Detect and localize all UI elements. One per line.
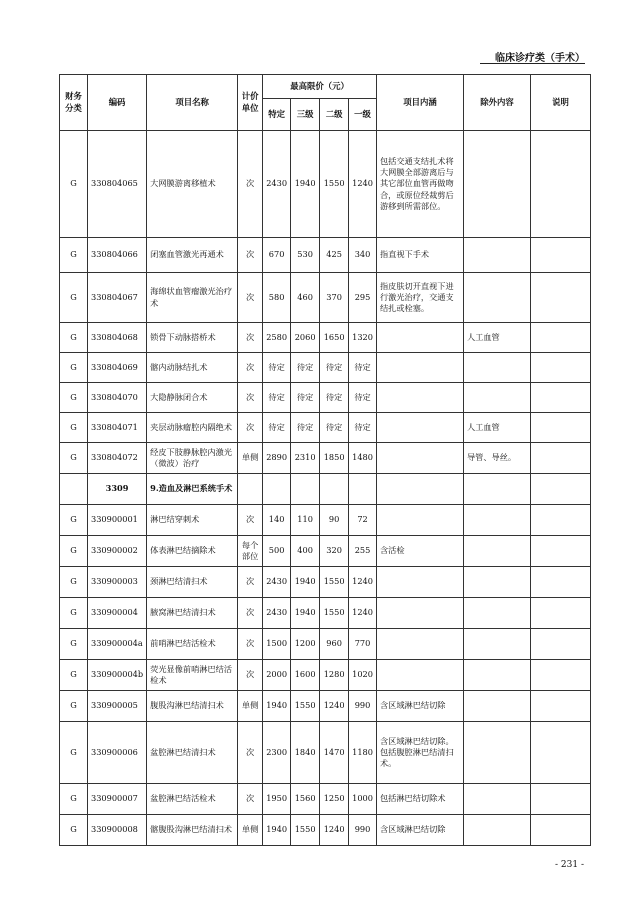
col-name: 项目名称 [147, 75, 238, 131]
row-price-level2: 960 [320, 629, 349, 660]
table-row [60, 536, 591, 567]
row-notes [530, 660, 590, 691]
row-excluded [463, 629, 530, 660]
row-price-level2: 待定 [320, 383, 349, 413]
row-code: 3309 [88, 474, 147, 505]
row-price-level2: 待定 [320, 413, 349, 443]
row-category: G [60, 536, 88, 567]
row-unit: 单侧 [238, 443, 263, 474]
row-unit: 单侧 [238, 815, 263, 846]
table-row [60, 784, 591, 815]
row-price-level1: 770 [349, 629, 377, 660]
row-price-special: 2430 [263, 598, 291, 629]
row-price-special: 2580 [263, 323, 291, 353]
row-code: 330900001 [88, 505, 147, 536]
row-name: 海绵状血管瘤激光治疗术 [147, 273, 238, 323]
row-price-special: 1500 [263, 629, 291, 660]
row-excluded [463, 383, 530, 413]
col-excluded: 除外内容 [463, 75, 530, 131]
col-unit: 计价单位 [238, 75, 263, 131]
row-price-level1 [349, 474, 377, 505]
row-price-special: 580 [263, 273, 291, 323]
row-excluded [463, 660, 530, 691]
row-price-level3: 2310 [291, 443, 320, 474]
row-price-special: 待定 [263, 383, 291, 413]
row-price-level3 [291, 474, 320, 505]
row-unit: 次 [238, 598, 263, 629]
table-row [60, 598, 591, 629]
row-category: G [60, 660, 88, 691]
row-price-level1: 待定 [349, 383, 377, 413]
page-header-title: 临床诊疗类（手术） [495, 53, 585, 64]
table-row [60, 323, 591, 353]
row-unit: 次 [238, 131, 263, 238]
row-price-level1: 1480 [349, 443, 377, 474]
row-price-level1: 340 [349, 238, 377, 273]
row-price-level3: 1940 [291, 598, 320, 629]
row-notes [530, 691, 590, 722]
row-name: 前哨淋巴结活检术 [147, 629, 238, 660]
row-name: 荧光显像前哨淋巴结活检术 [147, 660, 238, 691]
row-price-special: 待定 [263, 353, 291, 383]
row-price-level3: 400 [291, 536, 320, 567]
row-unit: 次 [238, 238, 263, 273]
row-price-level2: 1550 [320, 131, 349, 238]
row-price-level3: 1600 [291, 660, 320, 691]
row-price-level2: 1550 [320, 598, 349, 629]
row-name: 9.造血及淋巴系统手术 [147, 474, 238, 505]
row-price-level1: 1000 [349, 784, 377, 815]
row-price-level2: 1240 [320, 815, 349, 846]
row-unit: 次 [238, 353, 263, 383]
row-code: 330804065 [88, 131, 147, 238]
row-code: 330900005 [88, 691, 147, 722]
row-code: 330804072 [88, 443, 147, 474]
row-notes [530, 505, 590, 536]
row-name: 盆腔淋巴结活检术 [147, 784, 238, 815]
row-price-level2: 1240 [320, 691, 349, 722]
row-code: 330804068 [88, 323, 147, 353]
row-notes [530, 413, 590, 443]
row-excluded [463, 784, 530, 815]
row-excluded: 人工血管 [463, 323, 530, 353]
row-price-level2: 1550 [320, 567, 349, 598]
row-price-level1: 990 [349, 691, 377, 722]
row-notes [530, 815, 590, 846]
table-row [60, 660, 591, 691]
row-unit: 次 [238, 567, 263, 598]
row-content: 指直视下手术 [376, 238, 463, 273]
row-excluded [463, 273, 530, 323]
row-notes [530, 474, 590, 505]
row-notes [530, 443, 590, 474]
row-category: G [60, 784, 88, 815]
row-excluded [463, 474, 530, 505]
row-unit: 次 [238, 273, 263, 323]
row-code: 330900004a [88, 629, 147, 660]
table-row [60, 815, 591, 846]
row-excluded: 人工血管 [463, 413, 530, 443]
row-category: G [60, 353, 88, 383]
row-excluded [463, 505, 530, 536]
row-name: 大隐静脉闭合术 [147, 383, 238, 413]
row-category: G [60, 722, 88, 784]
row-price-level2: 1470 [320, 722, 349, 784]
row-category: G [60, 238, 88, 273]
row-code: 330900004 [88, 598, 147, 629]
col-level1: 一级 [349, 99, 377, 131]
row-excluded [463, 567, 530, 598]
row-content [376, 660, 463, 691]
col-notes: 说明 [530, 75, 590, 131]
row-content [376, 629, 463, 660]
row-code: 330900008 [88, 815, 147, 846]
row-content: 含区域淋巴结切除 [376, 691, 463, 722]
row-price-special: 1940 [263, 691, 291, 722]
row-unit: 单侧 [238, 691, 263, 722]
row-name: 腋窝淋巴结清扫术 [147, 598, 238, 629]
row-category: G [60, 691, 88, 722]
row-category: G [60, 131, 88, 238]
row-notes [530, 383, 590, 413]
row-price-special: 670 [263, 238, 291, 273]
row-category: G [60, 443, 88, 474]
row-category: G [60, 598, 88, 629]
row-name: 大网膜游离移植术 [147, 131, 238, 238]
row-price-level3: 1940 [291, 131, 320, 238]
row-code: 330804069 [88, 353, 147, 383]
row-notes [530, 131, 590, 238]
price-table [59, 74, 591, 846]
row-excluded: 导管、导丝。 [463, 443, 530, 474]
row-price-level1: 990 [349, 815, 377, 846]
row-price-special: 2890 [263, 443, 291, 474]
row-price-level1: 295 [349, 273, 377, 323]
row-price-level3: 2060 [291, 323, 320, 353]
table-row [60, 691, 591, 722]
table-row [60, 131, 591, 238]
row-code: 330900003 [88, 567, 147, 598]
row-price-level3: 1550 [291, 691, 320, 722]
row-content [376, 505, 463, 536]
row-category: G [60, 383, 88, 413]
row-price-special: 2430 [263, 131, 291, 238]
table-body [60, 131, 591, 846]
row-price-level1: 255 [349, 536, 377, 567]
row-content: 包括淋巴结切除术 [376, 784, 463, 815]
row-excluded [463, 815, 530, 846]
row-price-level3: 1560 [291, 784, 320, 815]
row-name: 颈淋巴结清扫术 [147, 567, 238, 598]
row-category: G [60, 567, 88, 598]
table-row [60, 443, 591, 474]
table-row [60, 567, 591, 598]
row-content [376, 323, 463, 353]
row-price-level3: 待定 [291, 413, 320, 443]
row-price-level1: 1240 [349, 131, 377, 238]
row-code: 330804066 [88, 238, 147, 273]
row-code: 330900004b [88, 660, 147, 691]
row-category: G [60, 273, 88, 323]
row-price-level3: 1550 [291, 815, 320, 846]
row-price-level1: 待定 [349, 353, 377, 383]
row-code: 330804067 [88, 273, 147, 323]
row-name: 经皮下肢静脉腔内激光（微波）治疗 [147, 443, 238, 474]
row-price-level1: 1020 [349, 660, 377, 691]
row-name: 髂腹股沟淋巴结清扫术 [147, 815, 238, 846]
row-notes [530, 567, 590, 598]
row-category: G [60, 629, 88, 660]
row-code: 330900007 [88, 784, 147, 815]
row-category: G [60, 505, 88, 536]
row-price-level2: 待定 [320, 353, 349, 383]
row-price-level2: 90 [320, 505, 349, 536]
row-excluded [463, 353, 530, 383]
row-unit: 次 [238, 323, 263, 353]
row-notes [530, 353, 590, 383]
row-price-level3: 待定 [291, 383, 320, 413]
row-code: 330900006 [88, 722, 147, 784]
row-price-level2: 1650 [320, 323, 349, 353]
row-price-level2: 425 [320, 238, 349, 273]
row-excluded [463, 691, 530, 722]
row-content [376, 413, 463, 443]
row-notes [530, 323, 590, 353]
row-name: 闭塞血管激光再通术 [147, 238, 238, 273]
page-number: - 231 - [555, 860, 584, 870]
row-content: 含区域淋巴结切除。包括腹腔淋巴结清扫术。 [376, 722, 463, 784]
row-notes [530, 722, 590, 784]
row-code: 330804071 [88, 413, 147, 443]
row-price-level1: 1180 [349, 722, 377, 784]
col-code: 编码 [88, 75, 147, 131]
row-price-special: 2000 [263, 660, 291, 691]
row-price-level2: 1850 [320, 443, 349, 474]
row-price-special: 待定 [263, 413, 291, 443]
row-notes [530, 273, 590, 323]
table-row [60, 505, 591, 536]
row-price-level2: 1250 [320, 784, 349, 815]
row-excluded [463, 722, 530, 784]
row-content: 指皮肤切开直视下进行激光治疗，交通支结扎或栓塞。 [376, 273, 463, 323]
row-name: 夹层动脉瘤腔内隔绝术 [147, 413, 238, 443]
row-content: 含区域淋巴结切除 [376, 815, 463, 846]
row-code: 330804070 [88, 383, 147, 413]
table-row [60, 238, 591, 273]
row-name: 盆腔淋巴结清扫术 [147, 722, 238, 784]
row-category: G [60, 815, 88, 846]
row-price-level3: 1940 [291, 567, 320, 598]
table-row [60, 413, 591, 443]
row-unit: 次 [238, 413, 263, 443]
row-price-special: 500 [263, 536, 291, 567]
row-unit: 每个部位 [238, 536, 263, 567]
row-price-level2: 1280 [320, 660, 349, 691]
row-category: G [60, 413, 88, 443]
row-excluded [463, 238, 530, 273]
row-unit: 次 [238, 629, 263, 660]
row-price-special: 2430 [263, 567, 291, 598]
row-price-special: 1940 [263, 815, 291, 846]
row-price-special: 1950 [263, 784, 291, 815]
section-row [60, 474, 591, 505]
row-price-level2: 370 [320, 273, 349, 323]
row-price-level3: 530 [291, 238, 320, 273]
col-level-special: 特定 [263, 99, 291, 131]
row-notes [530, 629, 590, 660]
row-content [376, 598, 463, 629]
row-excluded [463, 536, 530, 567]
header-rule [480, 63, 585, 64]
row-price-level1: 72 [349, 505, 377, 536]
table-row [60, 629, 591, 660]
row-code: 330900002 [88, 536, 147, 567]
table-row [60, 383, 591, 413]
col-content: 项目内涵 [376, 75, 463, 131]
col-level3: 三级 [291, 99, 320, 131]
row-content [376, 443, 463, 474]
row-price-level3: 1200 [291, 629, 320, 660]
col-max-price: 最高限价（元） [263, 75, 377, 99]
table-row [60, 353, 591, 383]
row-notes [530, 536, 590, 567]
row-content [376, 567, 463, 598]
row-price-level3: 待定 [291, 353, 320, 383]
row-price-level2: 320 [320, 536, 349, 567]
row-price-special: 2300 [263, 722, 291, 784]
row-price-level3: 110 [291, 505, 320, 536]
row-price-special [263, 474, 291, 505]
row-price-level1: 1240 [349, 567, 377, 598]
row-notes [530, 784, 590, 815]
row-content [376, 383, 463, 413]
col-level2: 二级 [320, 99, 349, 131]
row-price-level3: 1840 [291, 722, 320, 784]
row-name: 体表淋巴结摘除术 [147, 536, 238, 567]
row-content: 包括交通支结扎术将大网膜全部游离后与其它部位血管再做吻合，或原位经裁剪后游移到所需部位。 [376, 131, 463, 238]
row-unit [238, 474, 263, 505]
row-unit: 次 [238, 383, 263, 413]
table-row [60, 273, 591, 323]
row-unit: 次 [238, 505, 263, 536]
row-content [376, 474, 463, 505]
row-content [376, 353, 463, 383]
row-content: 含活检 [376, 536, 463, 567]
row-name: 淋巴结穿刺术 [147, 505, 238, 536]
row-name: 髂内动脉结扎术 [147, 353, 238, 383]
row-unit: 次 [238, 660, 263, 691]
row-name: 腹股沟淋巴结清扫术 [147, 691, 238, 722]
row-price-level1: 1240 [349, 598, 377, 629]
row-unit: 次 [238, 722, 263, 784]
row-excluded [463, 598, 530, 629]
row-price-special: 140 [263, 505, 291, 536]
table-row [60, 722, 591, 784]
row-category [60, 474, 88, 505]
row-notes [530, 598, 590, 629]
row-unit: 次 [238, 784, 263, 815]
row-name: 锁骨下动脉搭桥术 [147, 323, 238, 353]
row-price-level1: 待定 [349, 413, 377, 443]
row-excluded [463, 131, 530, 238]
row-price-level2 [320, 474, 349, 505]
col-category: 财务分类 [60, 75, 88, 131]
row-category: G [60, 323, 88, 353]
row-price-level1: 1320 [349, 323, 377, 353]
row-notes [530, 238, 590, 273]
row-price-level3: 460 [291, 273, 320, 323]
